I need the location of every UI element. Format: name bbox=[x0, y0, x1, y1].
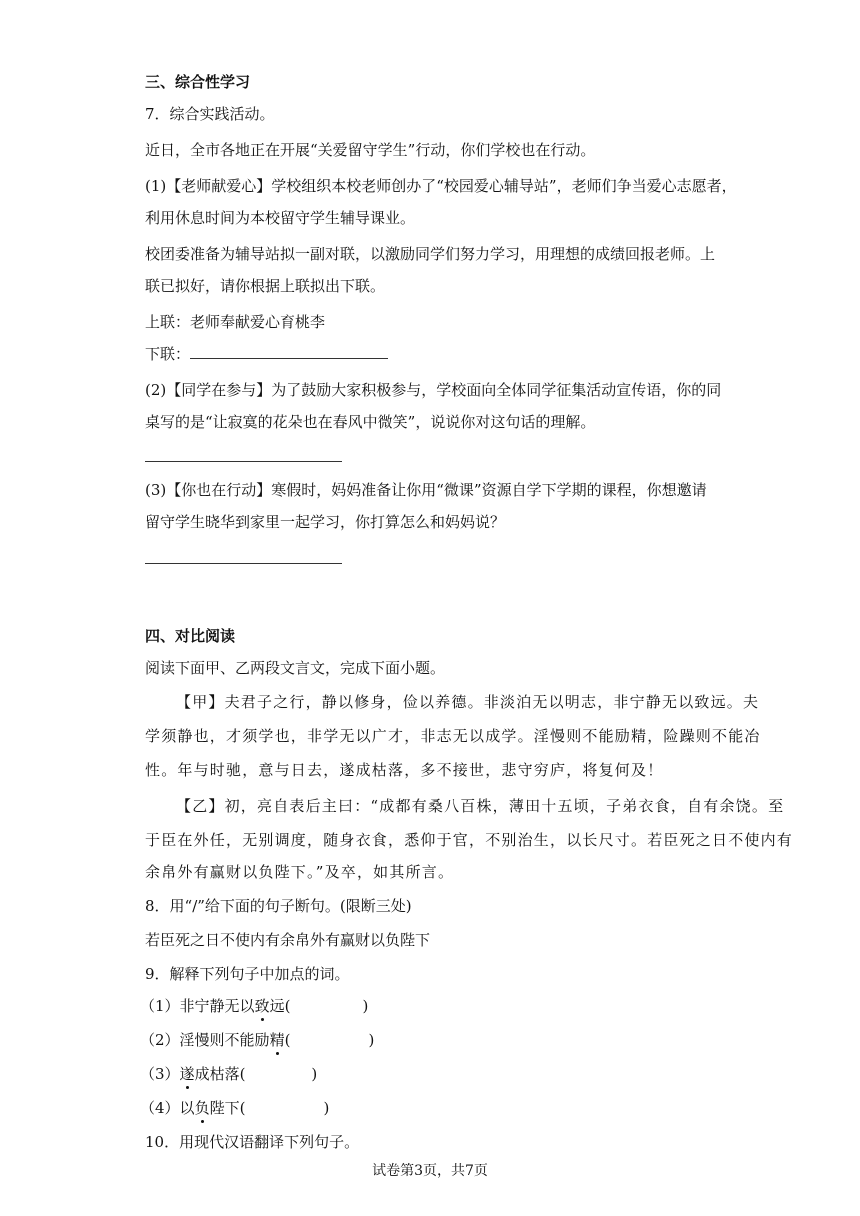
dotted-word: 遂 bbox=[179, 1065, 195, 1083]
question-9-item-3 bbox=[140, 1064, 317, 1084]
question-8-sentence: 若臣死之日不使内有余帛外有赢财以负陛下 bbox=[145, 931, 431, 949]
dotted-word: 致 bbox=[254, 997, 270, 1015]
section-title-comparative-reading: 四、对比阅读 bbox=[145, 627, 236, 645]
reading-intro: 阅读下面甲、乙两段文言文，完成下面小题。 bbox=[145, 659, 446, 677]
item-text: 非宁静无以 bbox=[179, 997, 255, 1015]
part-2-line-2: 桌写的是“让寂寞的花朵也在春风中微笑”，说说你对这句话的理解。 bbox=[145, 413, 596, 431]
close-paren: ) bbox=[362, 997, 369, 1015]
item-text: 远( bbox=[269, 997, 291, 1015]
question-7-title: 7．综合实践活动。 bbox=[145, 105, 275, 123]
item-number: （3） bbox=[140, 1065, 180, 1083]
couplet-instruction-line-2: 联已拟好，请你根据上联拟出下联。 bbox=[145, 277, 386, 295]
item-text: 以 bbox=[179, 1099, 195, 1117]
item-number: （1） bbox=[140, 997, 180, 1015]
close-paren: ) bbox=[323, 1099, 330, 1117]
item-number: （2） bbox=[140, 1031, 180, 1049]
item-number: （4） bbox=[140, 1099, 180, 1117]
lower-couplet-row bbox=[145, 344, 388, 364]
question-9-item-4 bbox=[140, 1098, 329, 1118]
activity-intro: 近日，全市各地正在开展“关爱留守学生”行动，你们学校也在行动。 bbox=[145, 141, 596, 159]
part-1-line-1: (1)【老师献爱心】学校组织本校老师创办了“校园爱心辅导站”，老师们争当爱心志愿者， bbox=[145, 177, 737, 195]
part-3-answer-line[interactable] bbox=[145, 563, 342, 564]
passage-jia-line-1: 【甲】夫君子之行，静以修身，俭以养德。非淡泊无以明志，非宁静无以致远。夫 bbox=[176, 693, 760, 711]
part-2-line-1: (2)【同学在参与】为了鼓励大家积极参与，学校面向全体同学征集活动宣传语，你的同 bbox=[145, 381, 722, 399]
lower-couplet-label: 下联： bbox=[145, 345, 191, 363]
dotted-word: 精 bbox=[269, 1031, 285, 1049]
question-10: 10．用现代汉语翻译下列句子。 bbox=[145, 1133, 360, 1151]
question-9-item-2 bbox=[140, 1030, 374, 1050]
item-text: 成枯落( bbox=[194, 1065, 246, 1083]
part-2-answer-line[interactable] bbox=[145, 461, 342, 462]
passage-yi-line-1: 【乙】初，亮自表后主曰：“成都有桑八百株，薄田十五顷，子弟衣食，自有余饶。至 bbox=[176, 797, 785, 815]
couplet-instruction-line-1: 校团委准备为辅导站拟一副对联，以激励同学们努力学习，用理想的成绩回报老师。上 bbox=[145, 245, 716, 263]
question-8: 8．用“/”给下面的句子断句。(限断三处) bbox=[145, 897, 412, 915]
question-9: 9．解释下列句子中加点的词。 bbox=[145, 965, 350, 983]
passage-yi-line-2: 于臣在外任，无别调度，随身衣食，悉仰于官，不别治生，以长尺寸。若臣死之日不使内有 bbox=[145, 831, 794, 849]
passage-jia-line-3: 性。年与时驰，意与日去，遂成枯落，多不接世，悲守穷庐，将复何及！ bbox=[145, 761, 664, 779]
lower-couplet-answer-blank[interactable] bbox=[190, 344, 388, 359]
question-9-item-1 bbox=[140, 996, 368, 1016]
close-paren: ) bbox=[368, 1031, 375, 1049]
passage-yi-line-3: 余帛外有赢财以负陛下。”及卒，如其所言。 bbox=[145, 863, 455, 881]
page-footer: 试卷第3页，共7页 bbox=[372, 1163, 488, 1179]
part-3-line-2: 留守学生晓华到家里一起学习，你打算怎么和妈妈说？ bbox=[145, 513, 506, 531]
upper-couplet: 上联：老师奉献爱心育桃李 bbox=[145, 313, 326, 331]
close-paren: ) bbox=[311, 1065, 318, 1083]
item-text: 陛下( bbox=[209, 1099, 246, 1117]
passage-jia-line-2: 学须静也，才须学也，非学无以广才，非志无以成学。淫慢则不能励精，险躁则不能冶 bbox=[145, 727, 761, 745]
item-text: ( bbox=[284, 1031, 291, 1049]
part-1-line-2: 利用休息时间为本校留守学生辅导课业。 bbox=[145, 209, 416, 227]
part-3-line-1: (3)【你也在行动】寒假时，妈妈准备让你用“微课”资源自学下学期的课程，你想邀请 bbox=[145, 481, 707, 499]
item-text: 淫慢则不能励 bbox=[179, 1031, 270, 1049]
dotted-word: 负 bbox=[194, 1099, 210, 1117]
section-title-comprehensive-learning: 三、综合性学习 bbox=[145, 73, 251, 91]
